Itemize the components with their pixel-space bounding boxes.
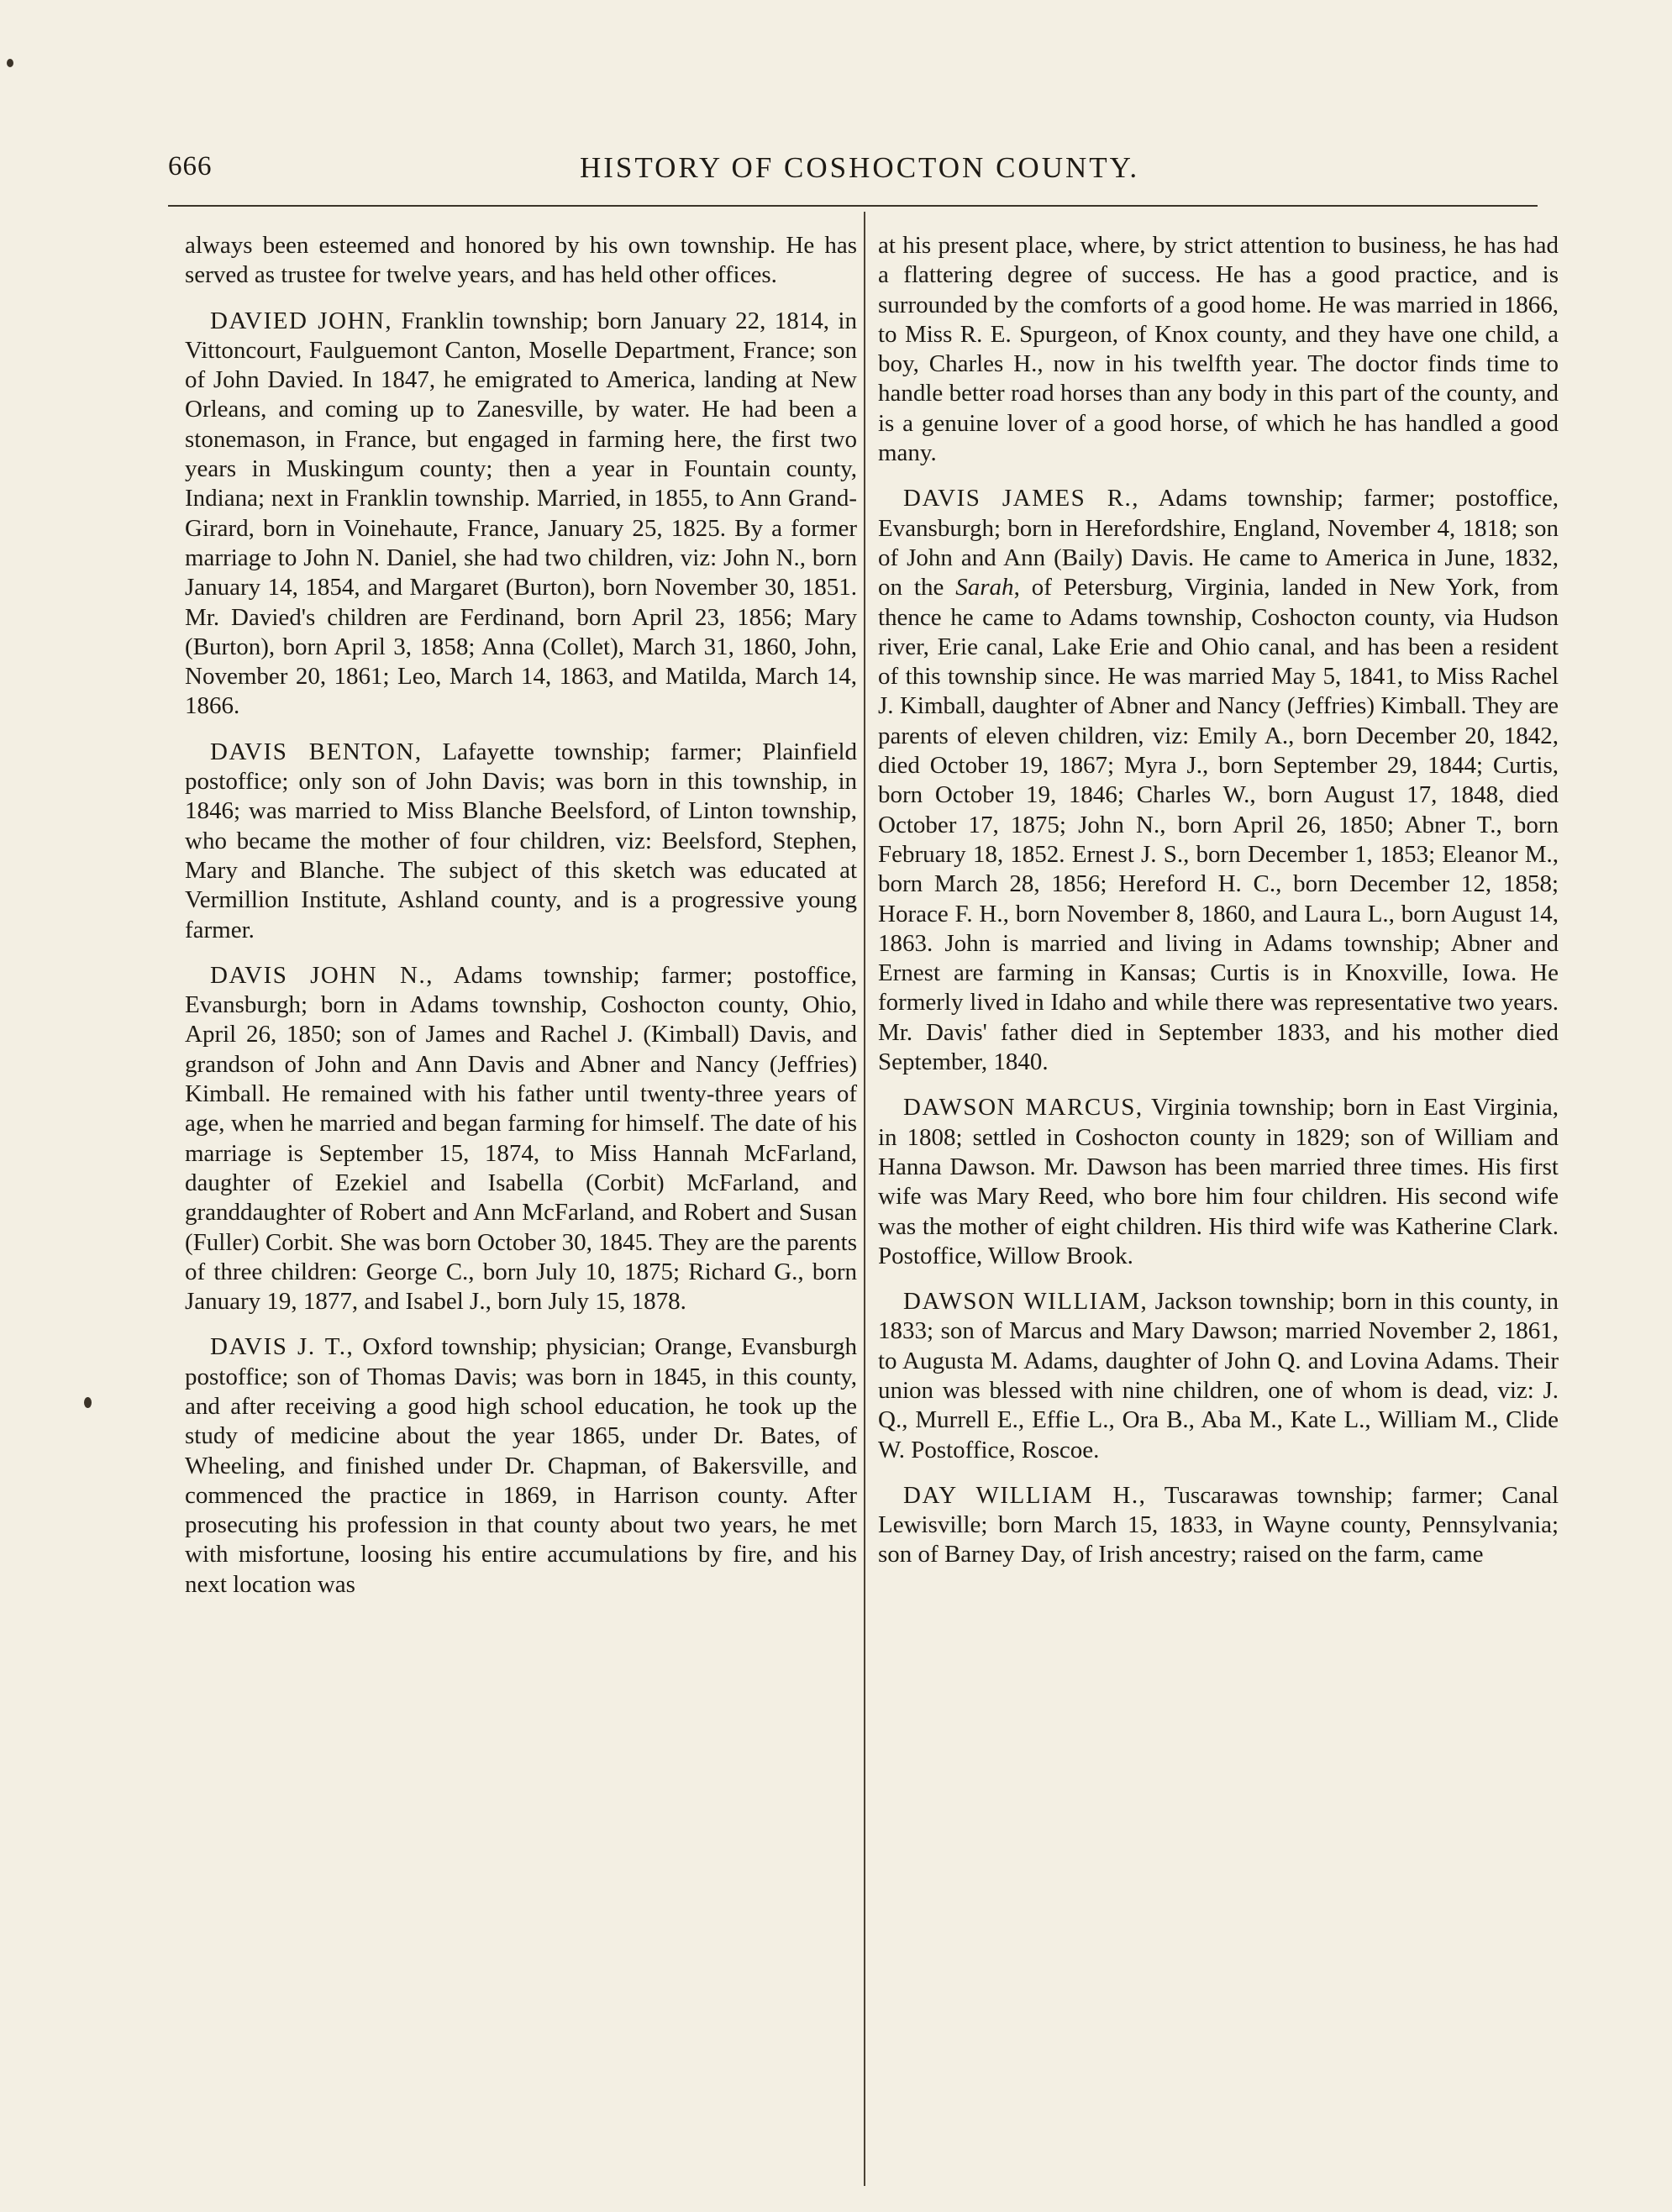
entry-day-william-h — [878, 1481, 1559, 1570]
entry-davis-john-n — [185, 961, 857, 1317]
left-column — [185, 231, 857, 1616]
entry-davis-j-t — [185, 1332, 857, 1600]
entry-text: Franklin township; born January 22, 1814, in Vittoncourt, Faulguemont Canton, Moselle Department, France; son of John Davied. In 1847, he emigrated to America, landing at New Orleans, and coming up to Zanesville, by water. He had been a stonemason, in France, but engaged in farming here, the first two years in Muskingum county; then a year in Fountain county, Indiana; next in Franklin township. Married, in 1855, to Ann Grand-Girard, born in Voinehaute, France, January 25, 1825. By a former marriage to John N. Daniel, she had two children, viz: John N., born January 14, 1854, and Margaret (Burton), born November 30, 1851. Mr. Davied's children are Ferdinand, born April 23, 1856; Mary (Burton), born April 3, 1858; Anna (Collet), March 31, 1860, John, November 20, 1861; Leo, March 14, 1863, and Matilda, March 14, 1866. — [185, 307, 857, 720]
entry-name: DAVIS JAMES R., — [903, 485, 1140, 512]
ink-speck — [7, 59, 13, 67]
entry-dawson-william — [878, 1287, 1559, 1465]
entry-davis-james-r — [878, 484, 1559, 1077]
entry-name: DAY WILLIAM H., — [903, 1481, 1147, 1509]
entry-text: Jackson township; born in this county, in 1833; son of Marcus and Mary Dawson; married November 2, 1861, to Augusta M. Adams, daughter of John Q. and Lovina Adams. Their union was blessed with nine children, one of whom is dead, viz: J. Q., Murrell E., Effie L., Ora B., Aba M., Kate L., William M., Clide W. Postoffice, Roscoe. — [878, 1288, 1559, 1463]
page-header — [168, 151, 1529, 193]
ink-speck — [84, 1397, 92, 1408]
paragraph — [185, 231, 857, 291]
entry-name: DAVIS JOHN N., — [210, 961, 434, 989]
ship-name: Sarah — [955, 574, 1014, 602]
page-number: 666 — [168, 151, 213, 181]
entry-name: DAWSON WILLIAM, — [903, 1288, 1149, 1316]
entry-text: Tuscarawas township; farmer; Canal Lewisville; born March 15, 1833, in Wayne county, Pennsylvania; son of Barney Day, of Irish ancestry; raised on the farm, came — [878, 1481, 1559, 1568]
running-title: HISTORY OF COSHOCTON COUNTY. — [580, 151, 1140, 184]
header-rule — [168, 205, 1538, 207]
entry-name: DAWSON MARCUS, — [903, 1094, 1144, 1122]
entry-text: Adams township; farmer; postoffice, Evansburgh; born in Adams township, Coshocton county, Ohio, April 26, 1850; son of James and Rachel J. (Kimball) Davis, and grandson of John and Ann Davis and Abner and Nancy (Jeffries) Kimball. He remained with his father until twenty-three years of age, when he married and began farming for himself. The date of his marriage is September 15, 1874, to Miss Hannah McFarland, daughter of Ezekiel and Isabella (Corbit) McFarland, and granddaughter of Robert and Ann McFarland, and Robert and Susan (Fuller) Corbit. She was born October 30, 1845. They are the parents of three children: George C., born July 10, 1875; Richard G., born January 19, 1877, and Isabel J., born July 15, 1878. — [185, 961, 857, 1316]
paragraph — [878, 231, 1559, 468]
column-divider — [864, 212, 865, 2186]
entry-name: DAVIED JOHN, — [210, 307, 393, 334]
entry-text: , of Petersburg, Virginia, landed in New York, from thence he came to Adams township, Coshocton county, via Hudson river, Erie canal, Lake Erie and Ohio canal, and has been a resident of this township since. He was married May 5, 1841, to Miss Rachel J. Kimball, daughter of Abner and Nancy (Jeffries) Kimball. They are parents of eleven children, viz: Emily A., born December 20, 1842, died October 19, 1867; Myra J., born September 29, 1844; Curtis, born October 19, 1846; Charles W., born August 17, 1848, died October 17, 1875; John N., born April 26, 1850; Abner T., born February 18, 1852. Ernest J. S., born December 1, 1853; Eleanor M., born March 28, 1856; Hereford H. C., born December 12, 1858; Horace F. H., born November 8, 1860, and Laura L., born August 14, 1863. John is married and living in Adams township; Abner and Ernest are farming in Kansas; Curtis is in Knoxville, Iowa. He formerly lived in Idaho and while there was representative two years. Mr. Davis' father died in September 1833, and his mother died September, 1840. — [878, 574, 1559, 1076]
entry-davied-john — [185, 307, 857, 722]
entry-name: DAVIS BENTON, — [210, 738, 423, 765]
entry-text: Adams township; farmer; postoffice, Evansburgh; born in Herefordshire, England, November 4, 1818; son of John and Ann (Baily) Davis. He came to America in June, 1832, on the — [878, 485, 1559, 602]
entry-text: Lafayette township; farmer; Plainfield postoffice; only son of John Davis; was born in this township, in 1846; was married to Miss Blanche Beelsford, of Linton township, who became the mother of four children, viz: Beelsford, Stephen, Mary and Blanche. The subject of this sketch was educated at Vermillion Institute, Ashland county, and is a progressive young farmer. — [185, 738, 857, 943]
right-column — [878, 231, 1559, 1586]
entry-dawson-marcus — [878, 1093, 1559, 1271]
entry-davis-benton — [185, 738, 857, 945]
entry-text: Virginia township; born in East Virginia, in 1808; settled in Coshocton county in 1829; son of William and Hanna Dawson. Mr. Dawson has been married three times. His first wife was Mary Reed, who bore him four children. His second wife was the mother of eight children. His third wife was Katherine Clark. Postoffice, Willow Brook. — [878, 1094, 1559, 1269]
entry-name: DAVIS J. T., — [210, 1333, 355, 1361]
entry-text: Oxford township; physician; Orange, Evansburgh postoffice; son of Thomas Davis; was born in 1845, in this county, and after receiving a good high school education, he took up the study of medicine about the year 1865, under Dr. Bates, of Wheeling, and finished under Dr. Chapman, of Bakersville, and commenced the practice in 1869, in Harrison county. After prosecuting his profession in that county about two years, he met with misfortune, loosing his entire accumulations by fire, and his next location was — [185, 1333, 857, 1598]
paragraph-text: at his present place, where, by strict attention to business, he has had a flattering degree of success. He has a good practice, and is surrounded by the comforts of a good home. He was married in 1866, to Miss R. E. Spurgeon, of Knox county, and they have one child, a boy, Charles H., now in his twelfth year. The doctor finds time to handle better road horses than any body in this part of the county, and is a genuine lover of a good horse, of which he has handled a good many. — [878, 232, 1559, 467]
paragraph-text: always been esteemed and honored by his own township. He has served as trustee for twelve years, and has held other offices. — [185, 232, 857, 289]
